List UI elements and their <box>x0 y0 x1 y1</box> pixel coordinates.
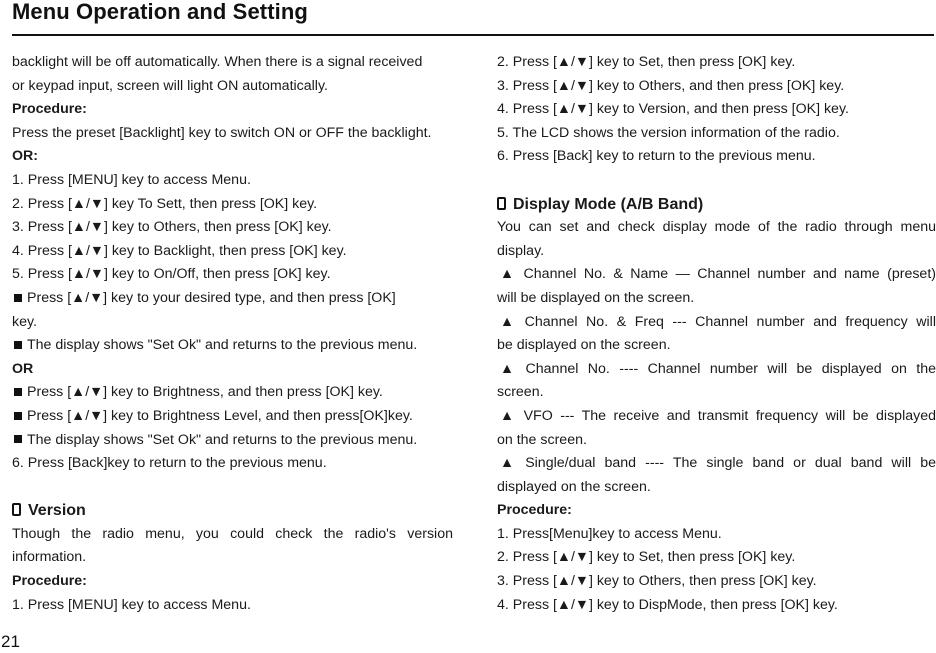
square-bullet-icon <box>14 412 22 420</box>
option-continuation: will be displayed on the screen. <box>497 289 695 306</box>
triangle-bullet-icon: ▲ <box>500 313 519 330</box>
option-lead-text: Single/dual band ---- The single band or dual band will be <box>525 455 936 472</box>
bullet-text: The display shows "Set Ok" and returns to the previous menu. <box>27 431 418 448</box>
option-item <box>497 311 936 335</box>
step-item: 2. Press [▲/▼] key To Sett, then press [OK] key. <box>12 195 318 212</box>
option-lead-text: VFO --- The receive and transmit frequency will be displayed <box>523 407 936 424</box>
bullet-text: The display shows "Set Ok" and returns to the previous menu. <box>27 337 418 354</box>
step-item: 3. Press [▲/▼] key to Others, then press [OK] key. <box>497 573 817 590</box>
step-item: 3. Press [▲/▼] key to Others, and then press [OK] key. <box>497 77 845 94</box>
square-bullet-icon <box>14 435 22 443</box>
bullet-item <box>12 287 453 311</box>
option-lead-text: Channel No. & Freq --- Channel number and frequency will <box>524 313 936 330</box>
bullet-item <box>12 334 453 358</box>
option-item <box>497 452 936 476</box>
option-lead-text: Channel No. ---- Channel number will be displayed on the <box>525 360 936 377</box>
left-column <box>12 51 453 617</box>
step-item: 4. Press [▲/▼] key to DispMode, then press [OK] key. <box>497 596 838 613</box>
square-bullet-icon <box>14 341 22 349</box>
bullet-continuation: key. <box>12 313 37 330</box>
page-number: 21 <box>1 632 20 651</box>
step-item: 5. The LCD shows the version information of the radio. <box>497 124 840 141</box>
option-continuation: on the screen. <box>497 431 587 448</box>
triangle-bullet-icon: ▲ <box>500 360 520 377</box>
section-heading-text: Display Mode (A/B Band) <box>513 195 704 213</box>
or-label: OR: <box>12 148 39 165</box>
display-mode-intro-line-2: display. <box>497 242 545 259</box>
square-bullet-icon <box>14 388 22 396</box>
option-lead-text: Channel No. & Name — Channel number and name (preset) <box>523 266 936 283</box>
option-item <box>497 405 936 429</box>
square-bullet-icon <box>14 294 22 302</box>
intro-line-2: or keypad input, screen will light ON automatically. <box>12 77 328 94</box>
display-mode-heading <box>497 193 936 217</box>
display-mode-intro-line-1: You can set and check display mode of the radio through menu <box>497 219 936 236</box>
option-item <box>497 358 936 382</box>
title-divider <box>12 34 934 36</box>
step-item: 4. Press [▲/▼] key to Version, and then press [OK] key. <box>497 101 849 118</box>
option-continuation: be displayed on the screen. <box>497 337 671 354</box>
option-item <box>497 263 936 287</box>
triangle-bullet-icon: ▲ <box>500 266 518 283</box>
step-item: 6. Press [Back] key to return to the previous menu. <box>497 148 816 165</box>
version-description-line-1: Though the radio menu, you could check the radio's version <box>12 525 453 542</box>
page-title: Menu Operation and Setting <box>12 0 308 24</box>
intro-line-1: backlight will be off automatically. When there is a signal received <box>12 54 423 70</box>
or-label: OR <box>12 360 34 377</box>
step-item: 2. Press [▲/▼] key to Set, then press [OK] key. <box>497 54 796 70</box>
option-continuation: screen. <box>497 384 544 401</box>
bullet-text: Press [▲/▼] key to Brightness Level, and then press[OK]key. <box>27 407 413 424</box>
bullet-item <box>12 405 453 429</box>
checkbox-square-icon <box>497 197 506 210</box>
checkbox-square-icon <box>12 503 21 516</box>
bullet-text: Press [▲/▼] key to your desired type, and then press [OK] <box>27 289 396 306</box>
version-description-line-2: information. <box>12 549 87 566</box>
procedure-label: Procedure: <box>12 573 87 590</box>
triangle-bullet-icon: ▲ <box>500 455 520 472</box>
bullet-text: Press [▲/▼] key to Brightness, and then press [OK] key. <box>27 384 383 401</box>
version-heading <box>12 499 453 523</box>
procedure-label: Procedure: <box>12 101 87 118</box>
right-column <box>497 51 936 617</box>
step-item: 6. Press [Back]key to return to the previous menu. <box>12 455 327 472</box>
step-item: 4. Press [▲/▼] key to Backlight, then press [OK] key. <box>12 242 347 259</box>
step-item: 2. Press [▲/▼] key to Set, then press [OK] key. <box>497 549 796 566</box>
step-item: 3. Press [▲/▼] key to Others, then press [OK] key. <box>12 219 332 236</box>
step-item: 1. Press[Menu]key to access Menu. <box>497 525 722 542</box>
procedure-label: Procedure: <box>497 502 572 519</box>
bullet-item <box>12 381 453 405</box>
triangle-bullet-icon: ▲ <box>500 407 518 424</box>
step-item: 1. Press [MENU] key to access Menu. <box>12 596 251 613</box>
option-continuation: displayed on the screen. <box>497 478 651 495</box>
bullet-item <box>12 429 453 453</box>
step-item: 5. Press [▲/▼] key to On/Off, then press [OK] key. <box>12 266 331 283</box>
section-heading-text: Version <box>28 502 86 520</box>
procedure-text: Press the preset [Backlight] key to switch ON or OFF the backlight. <box>12 124 432 141</box>
step-item: 1. Press [MENU] key to access Menu. <box>12 171 251 188</box>
